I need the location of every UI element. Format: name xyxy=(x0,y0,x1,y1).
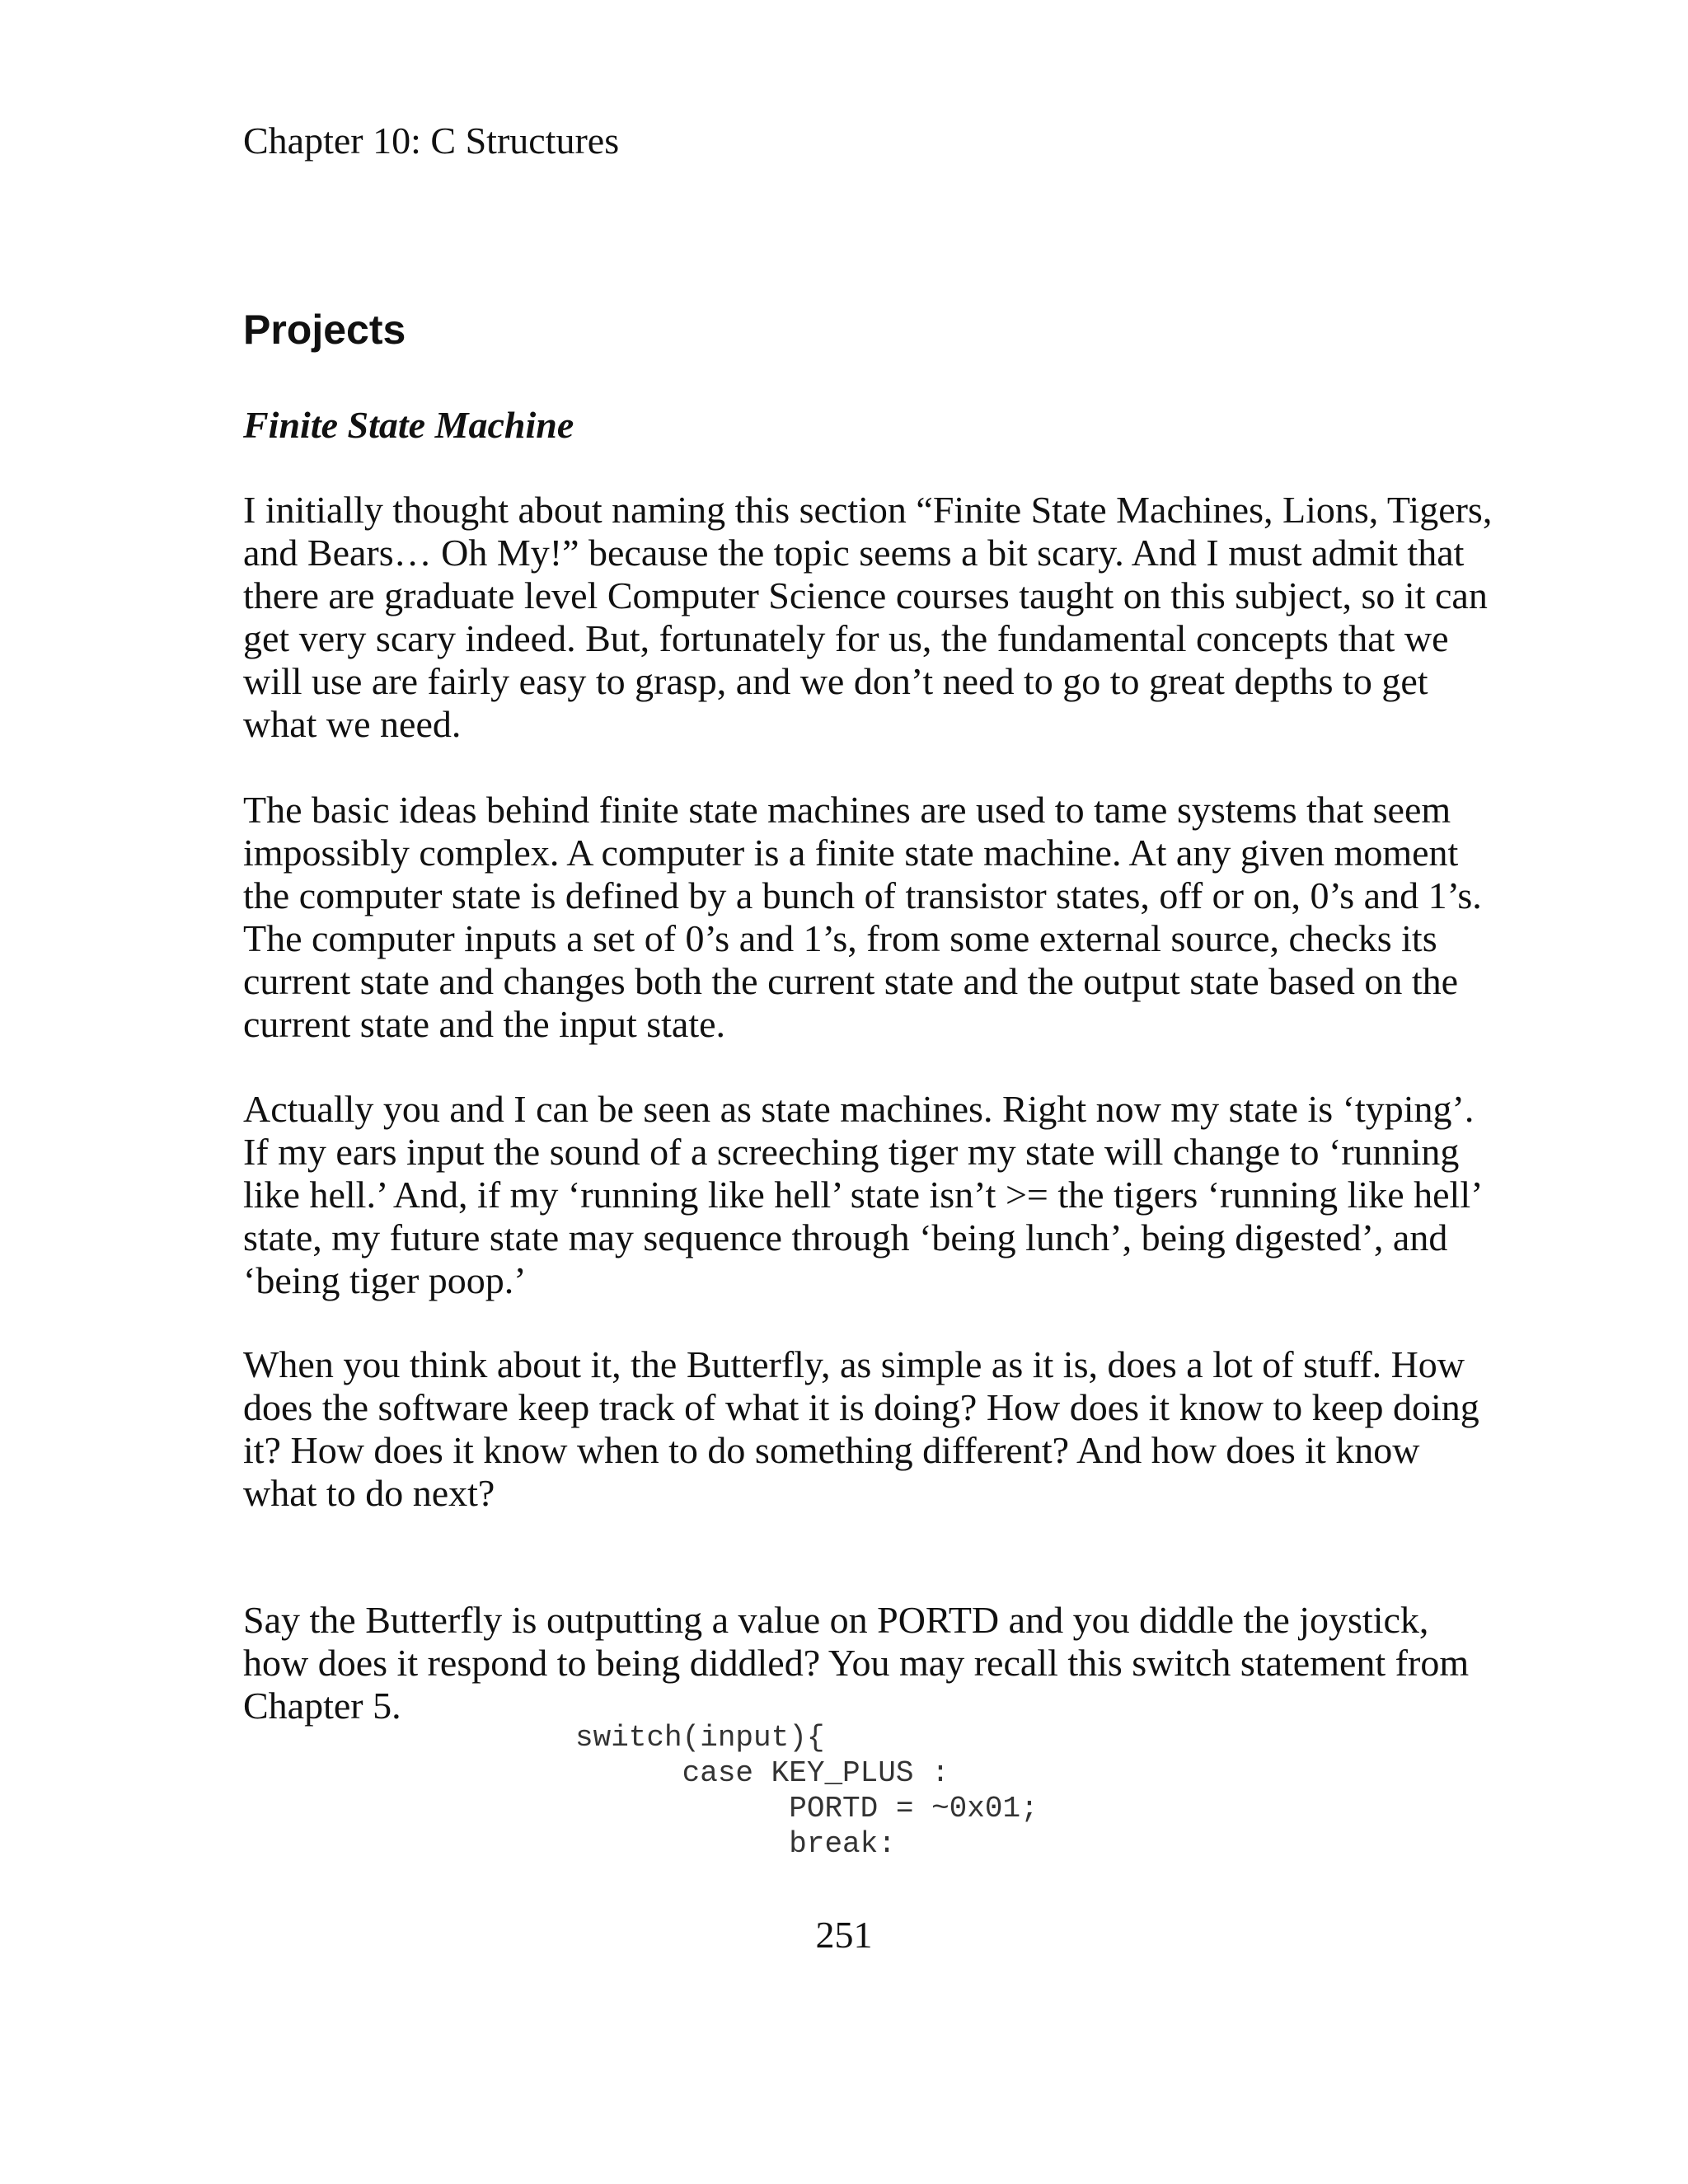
paragraph-portd-joystick xyxy=(243,1599,1469,1727)
text-line: what we need. xyxy=(243,703,462,745)
code-line: PORTD = ~0x01; xyxy=(575,1792,1039,1825)
text-line: Chapter 5. xyxy=(243,1685,401,1727)
page-number: 251 xyxy=(815,1914,873,1956)
text-line: The basic ideas behind finite state machines are used to tame systems that seem xyxy=(243,789,1451,831)
text-line: the computer state is defined by a bunch of transistor states, off or on, 0’s and 1’s. xyxy=(243,874,1482,916)
code-snippet xyxy=(575,1720,1039,1862)
text-line: current state and the input state. xyxy=(243,1003,726,1045)
text-line: it? How does it know when to do something different? And how does it know xyxy=(243,1429,1420,1471)
text-line: like hell.’ And, if my ‘running like hell’ state isn’t >= the tigers ‘running like hell’ xyxy=(243,1174,1484,1216)
text-line: Actually you and I can be seen as state machines. Right now my state is ‘typing’. xyxy=(243,1088,1475,1130)
subsection-title: Finite State Machine xyxy=(243,404,574,446)
text-line: does the software keep track of what it is doing? How does it know to keep doing xyxy=(243,1386,1479,1428)
text-line: When you think about it, the Butterfly, as simple as it is, does a lot of stuff. How xyxy=(243,1343,1465,1385)
text-line: The computer inputs a set of 0’s and 1’s, from some external source, checks its xyxy=(243,917,1437,959)
paragraph-state-machines-analogy xyxy=(243,1088,1483,1302)
code-line: switch(input){ xyxy=(575,1721,825,1755)
text-line: what to do next? xyxy=(243,1472,495,1514)
text-line: impossibly complex. A computer is a finite state machine. At any given moment xyxy=(243,832,1459,874)
paragraph-butterfly-questions xyxy=(243,1343,1479,1515)
code-line: break: xyxy=(575,1827,896,1861)
text-line: and Bears… Oh My!” because the topic seems a bit scary. And I must admit that xyxy=(243,532,1465,574)
text-line: ‘being tiger poop.’ xyxy=(243,1259,527,1301)
text-line: state, my future state may sequence through ‘being lunch’, being digested’, and xyxy=(243,1216,1448,1258)
paragraph-basic-ideas xyxy=(243,789,1482,1046)
text-line: there are graduate level Computer Science courses taught on this subject, so it can xyxy=(243,574,1488,616)
text-line: I initially thought about naming this section “Finite State Machines, Lions, Tigers, xyxy=(243,489,1493,531)
text-line: current state and changes both the current state and the output state based on the xyxy=(243,960,1459,1002)
text-line: how does it respond to being diddled? You may recall this switch statement from xyxy=(243,1642,1470,1684)
paragraph-intro xyxy=(243,489,1492,746)
text-line: will use are fairly easy to grasp, and we don’t need to go to great depths to get xyxy=(243,660,1428,702)
text-line: If my ears input the sound of a screeching tiger my state will change to ‘running xyxy=(243,1131,1460,1173)
section-title: Projects xyxy=(243,307,406,353)
text-line: get very scary indeed. But, fortunately for us, the fundamental concepts that we xyxy=(243,617,1449,659)
text-line: Say the Butterfly is outputting a value on PORTD and you diddle the joystick, xyxy=(243,1599,1429,1641)
code-line: case KEY_PLUS : xyxy=(575,1756,950,1790)
running-head: Chapter 10: C Structures xyxy=(243,120,620,162)
